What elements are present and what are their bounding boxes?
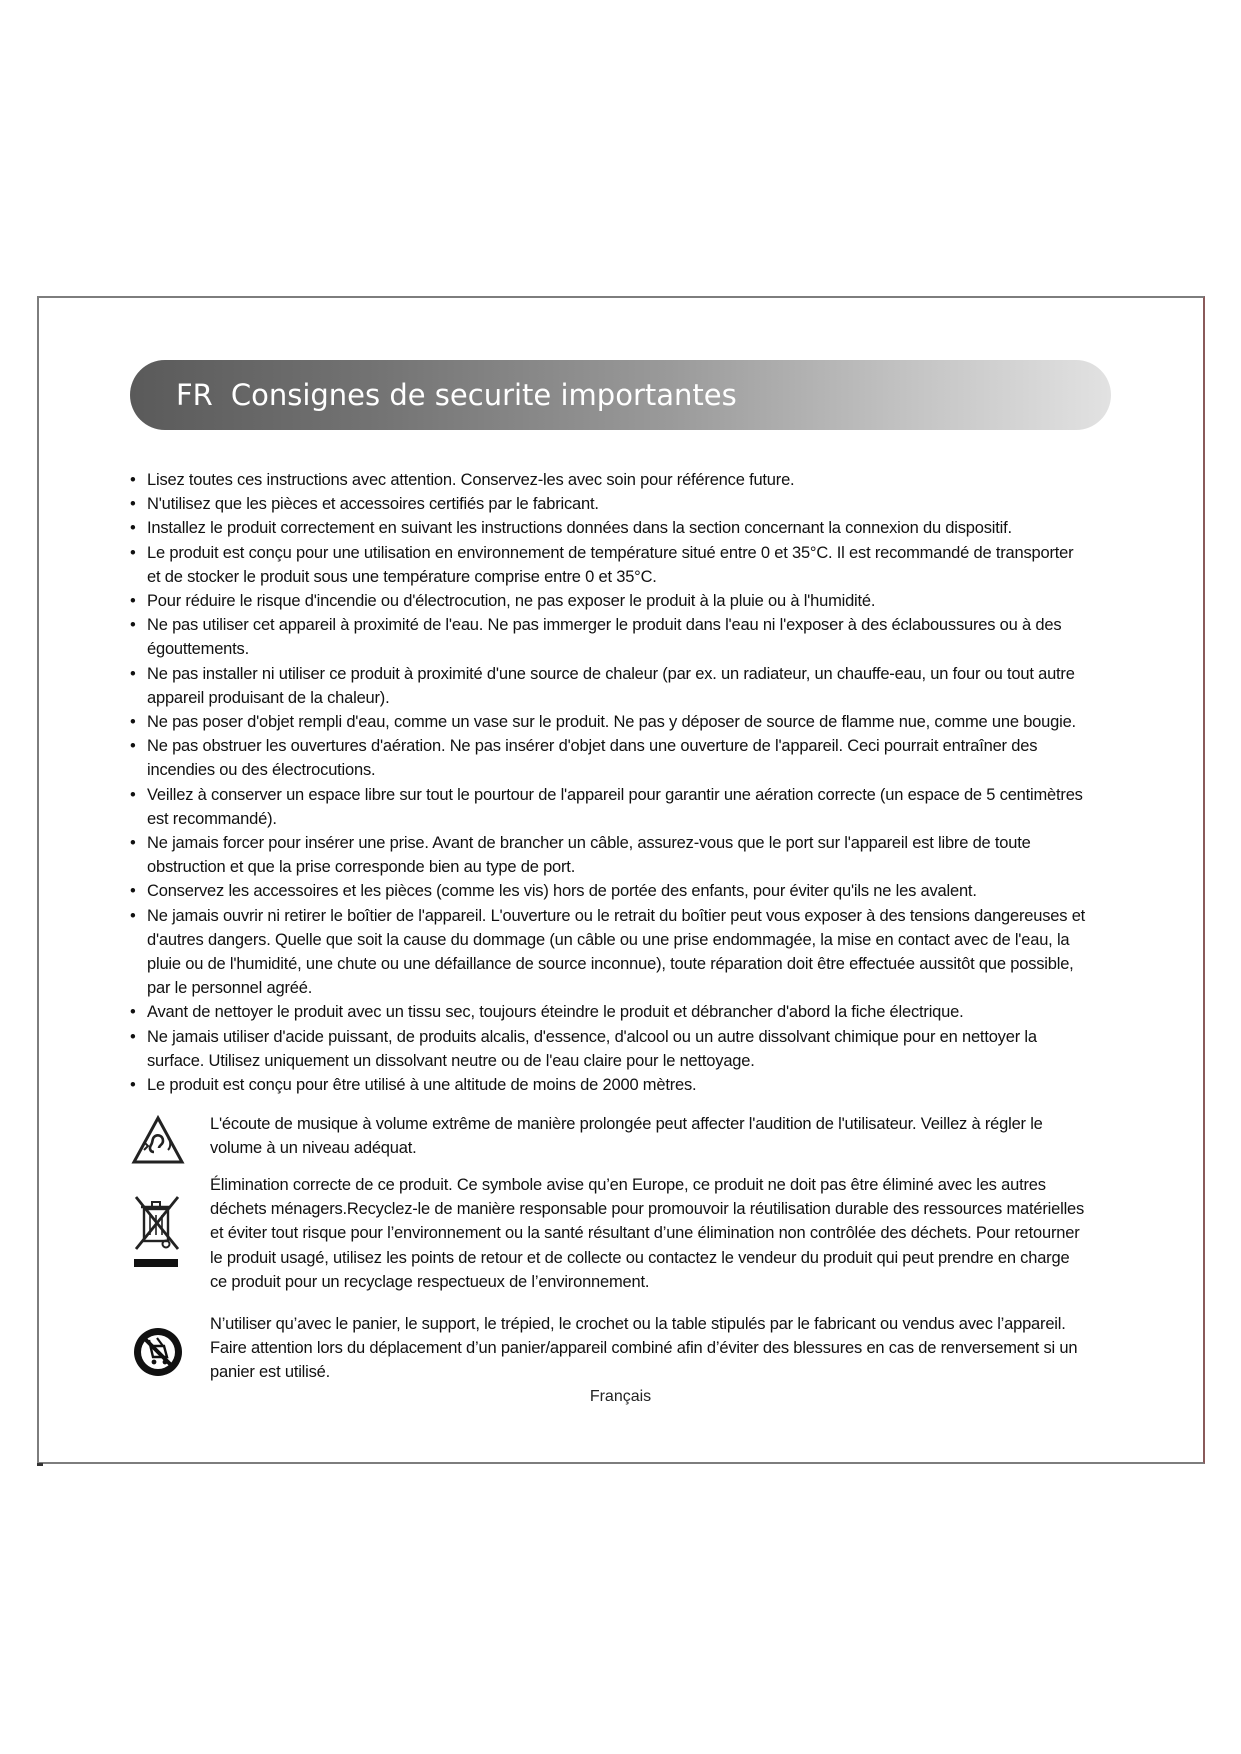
list-item: • Installez le produit correctement en suivant les instructions données dans la section concernant la connexion du dispositif. bbox=[130, 516, 1090, 540]
list-item: • Ne jamais ouvrir ni retirer le boîtier de l'appareil. L'ouverture ou le retrait du boîtier peut vous exposer à des tensions dangereuses et d'autres dangers. Quelle que soit la cause du dommage (un câble ou une prise endommagée, la mise en contact avec de l'eau, la pluie ou de l'humidité, une chute ou une défaillance de source inconnue), toute réparation doit être effectuée aussitôt que possible, par le personnel agréé. bbox=[130, 904, 1090, 1001]
instruction-list bbox=[130, 468, 1090, 1097]
language-code: FR bbox=[176, 378, 213, 412]
list-item: • Ne jamais forcer pour insérer une prise. Avant de brancher un câble, assurez-vous que le port sur l'appareil est libre de toute obstruction et que la prise corresponde bien au type de port. bbox=[130, 831, 1090, 879]
disposal-notice bbox=[130, 1173, 1090, 1294]
list-item: • Ne pas poser d'objet rempli d'eau, comme un vase sur le produit. Ne pas y déposer de source de flamme nue, comme une bougie. bbox=[130, 710, 1090, 734]
cart-notice bbox=[130, 1312, 1090, 1385]
page-footer-language: Français bbox=[589, 1388, 652, 1405]
list-item: • Ne pas obstruer les ouvertures d'aération. Ne pas insérer d'objet dans une ouverture de l'appareil. Ceci pourrait entraîner des incendies ou des électrocutions. bbox=[130, 734, 1090, 782]
frame-corner-mark bbox=[37, 1463, 43, 1466]
list-item: • Lisez toutes ces instructions avec attention. Conservez-les avec soin pour référence future. bbox=[130, 468, 1090, 492]
list-item: • N'utilisez que les pièces et accessoires certifiés par le fabricant. bbox=[130, 492, 1090, 516]
hearing-notice-text: L'écoute de musique à volume extrême de manière prolongée peut affecter l'audition de l'utilisateur. Veillez à régler le volume à un niveau adéquat. bbox=[210, 1115, 1043, 1158]
cart-notice-text: N’utiliser qu’avec le panier, le support, le trépied, le crochet ou la table stipulés par le fabricant ou vendus avec l’appareil. Faire attention lors du déplacement d’un panier/appareil combiné afin d’éviter des blessures en cas de renversement si un panier est utilisé. bbox=[210, 1315, 1078, 1382]
section-title-bar bbox=[130, 360, 1111, 430]
list-item: • Le produit est conçu pour être utilisé à une altitude de moins de 2000 mètres. bbox=[130, 1073, 1090, 1097]
list-item: • Conservez les accessoires et les pièces (comme les vis) hors de portée des enfants, pour éviter qu'ils ne les avalent. bbox=[130, 879, 1090, 903]
no-cart-tipover-icon bbox=[130, 1324, 186, 1380]
safety-instructions bbox=[130, 468, 1090, 1097]
hearing-notice bbox=[130, 1112, 1090, 1160]
list-item: • Pour réduire le risque d'incendie ou d'électrocution, ne pas exposer le produit à la pluie ou à l'humidité. bbox=[130, 589, 1090, 613]
disposal-notice-text: Élimination correcte de ce produit. Ce symbole avise qu’en Europe, ce produit ne doit pas être éliminé avec les autres déchets ménagers.Recyclez-le de manière responsable pour promouvoir la réutilisation durable des ressources matérielles et éviter tout risque pour l’environnement ou la santé résultant d’une élimination non contrôlée des déchets. Pour retourner le produit usagé, utilisez les points de retour et de collecte ou contactez le vendeur du produit qui peut prendre en charge ce produit pour un recyclage respectueux de l’environnement. bbox=[210, 1176, 1085, 1291]
list-item: • Ne pas utiliser cet appareil à proximité de l'eau. Ne pas immerger le produit dans l'eau ni l'exposer à des éclaboussures ou à des égouttements. bbox=[130, 613, 1090, 661]
list-item: • Veillez à conserver un espace libre sur tout le pourtour de l'appareil pour garantir une aération correcte (un espace de 5 centimètres est recommandé). bbox=[130, 783, 1090, 831]
page-title: Consignes de securite importantes bbox=[230, 378, 737, 412]
list-item: • Ne pas installer ni utiliser ce produit à proximité d'une source de chaleur (par ex. un radiateur, un chauffe-eau, un four ou tout autre appareil produisant de la chaleur). bbox=[130, 662, 1090, 710]
list-item: • Ne jamais utiliser d'acide puissant, de produits alcalis, d'essence, d'alcool ou un autre dissolvant chimique pour en nettoyer la surface. Utilisez uniquement un dissolvant neutre ou de l'eau claire pour le nettoyage. bbox=[130, 1025, 1090, 1073]
list-item: • Le produit est conçu pour une utilisation en environnement de température situé entre 0 et 35°C. Il est recommandé de transporter et de stocker le produit sous une température comprise entre 0 et 35°C. bbox=[130, 541, 1090, 589]
crossed-out-wheelie-bin-icon bbox=[130, 1191, 186, 1273]
list-item: • Avant de nettoyer le produit avec un tissu sec, toujours éteindre le produit et débrancher d'abord la fiche électrique. bbox=[130, 1000, 1090, 1024]
hearing-warning-icon bbox=[130, 1112, 186, 1168]
